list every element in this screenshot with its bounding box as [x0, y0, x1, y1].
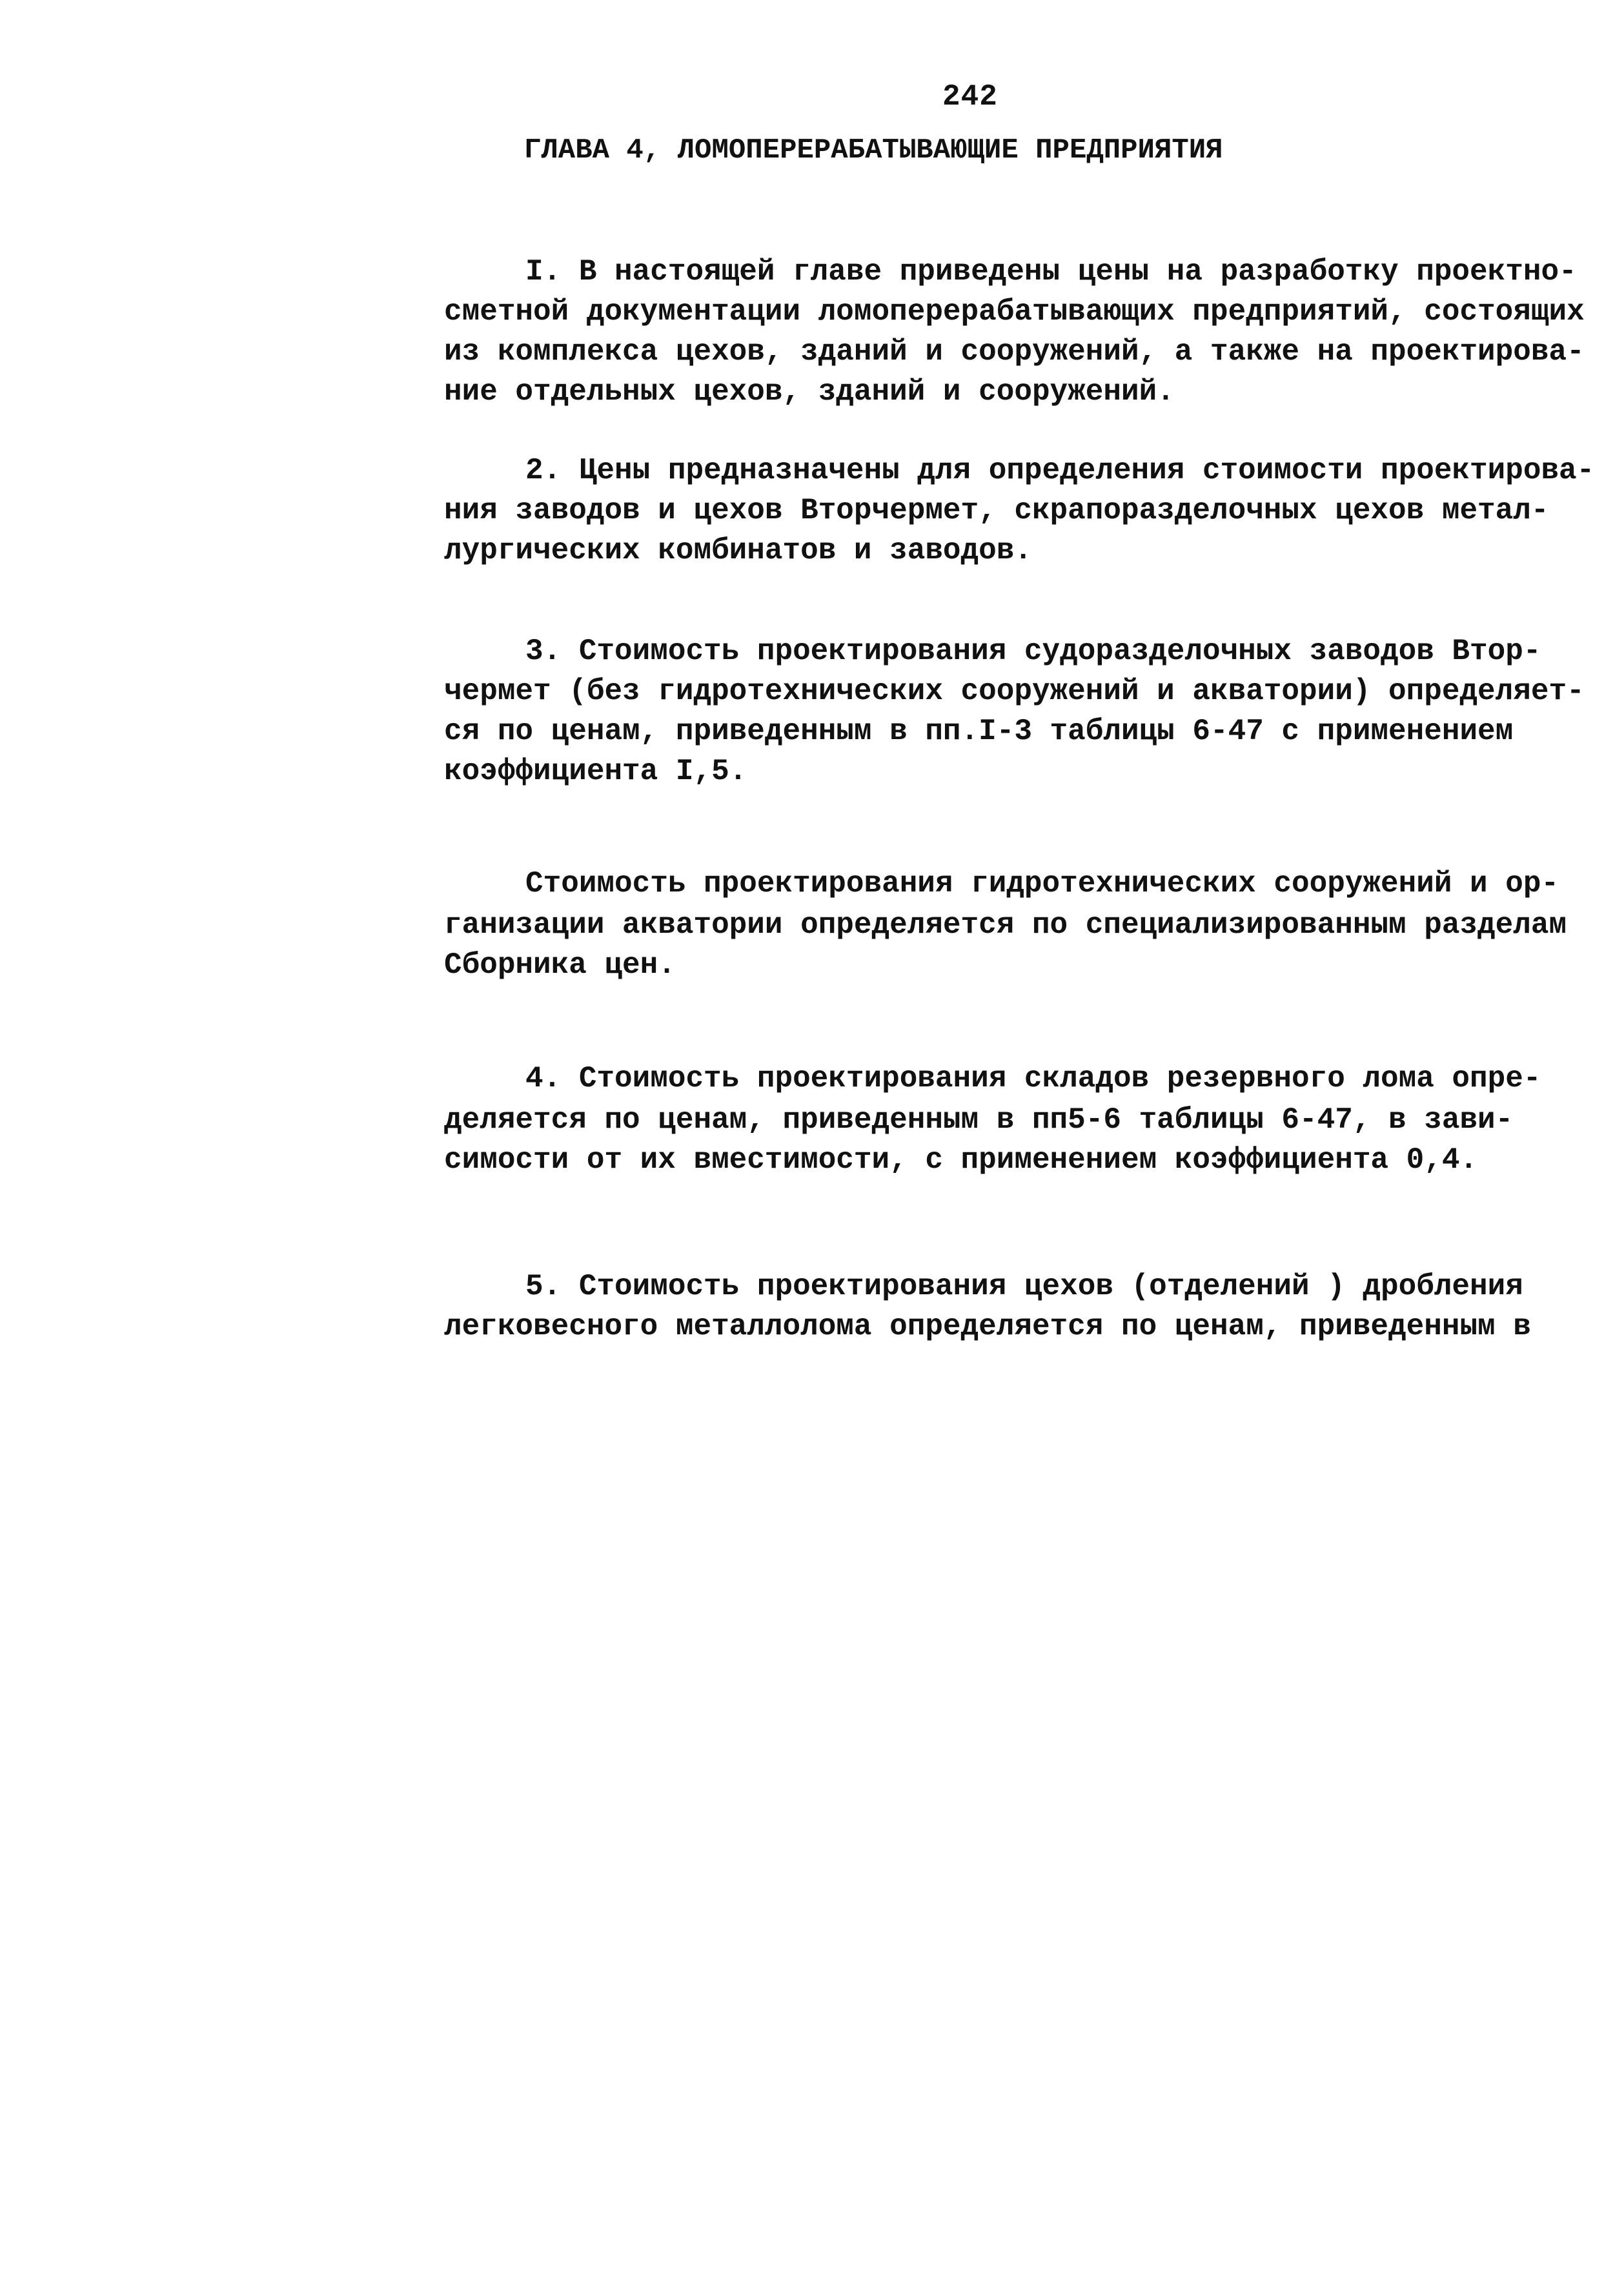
- paragraph-line: деляется по ценам, приведенным в пп5-6 таблицы 6-47, в зави-: [444, 1103, 1514, 1137]
- paragraph-line: ся по ценам, приведенным в пп.I-3 таблицы 6-47 с применением: [444, 715, 1514, 748]
- paragraph-line: 4. Стоимость проектирования складов резервного лома опре-: [525, 1062, 1541, 1095]
- paragraph-line: I. В настоящей главе приведены цены на разработку проектно-: [525, 255, 1577, 289]
- paragraph-line: легковесного металлолома определяется по ценам, приведенным в: [444, 1310, 1531, 1343]
- paragraph-line: ние отдельных цехов, зданий и сооружений.: [444, 375, 1175, 409]
- paragraph-line: лургических комбинатов и заводов.: [444, 534, 1032, 567]
- paragraph-line: из комплекса цехов, зданий и сооружений, а также на проектирова-: [444, 335, 1585, 369]
- paragraph-line: 2. Цены предназначены для определения стоимости проектирова-: [525, 454, 1595, 487]
- paragraph-line: симости от их вместимости, с применением коэффициента 0,4.: [444, 1143, 1478, 1177]
- chapter-title: ГЛАВА 4, ЛОМОПЕРЕРАБАТЫВАЮЩИЕ ПРЕДПРИЯТИЯ: [524, 134, 1223, 167]
- paragraph-line: ганизации акватории определяется по специализированным разделам: [444, 908, 1567, 942]
- paragraph-line: 5. Стоимость проектирования цехов (отделений ) дробления: [525, 1270, 1523, 1303]
- paragraph-line: Стоимость проектирования гидротехнических сооружений и ор-: [525, 867, 1559, 901]
- paragraph-line: чермет (без гидротехнических сооружений и акватории) определяет-: [444, 675, 1585, 708]
- paragraph-line: ния заводов и цехов Вторчермет, скрапоразделочных цехов метал-: [444, 494, 1549, 527]
- paragraph-line: Сборника цен.: [444, 948, 676, 982]
- page-number: 242: [942, 80, 998, 114]
- paragraph-line: коэффициента I,5.: [444, 755, 747, 788]
- paragraph-line: 3. Стоимость проектирования судоразделочных заводов Втор-: [525, 635, 1541, 668]
- paragraph-line: сметной документации ломоперерабатывающих предприятий, состоящих: [444, 295, 1585, 329]
